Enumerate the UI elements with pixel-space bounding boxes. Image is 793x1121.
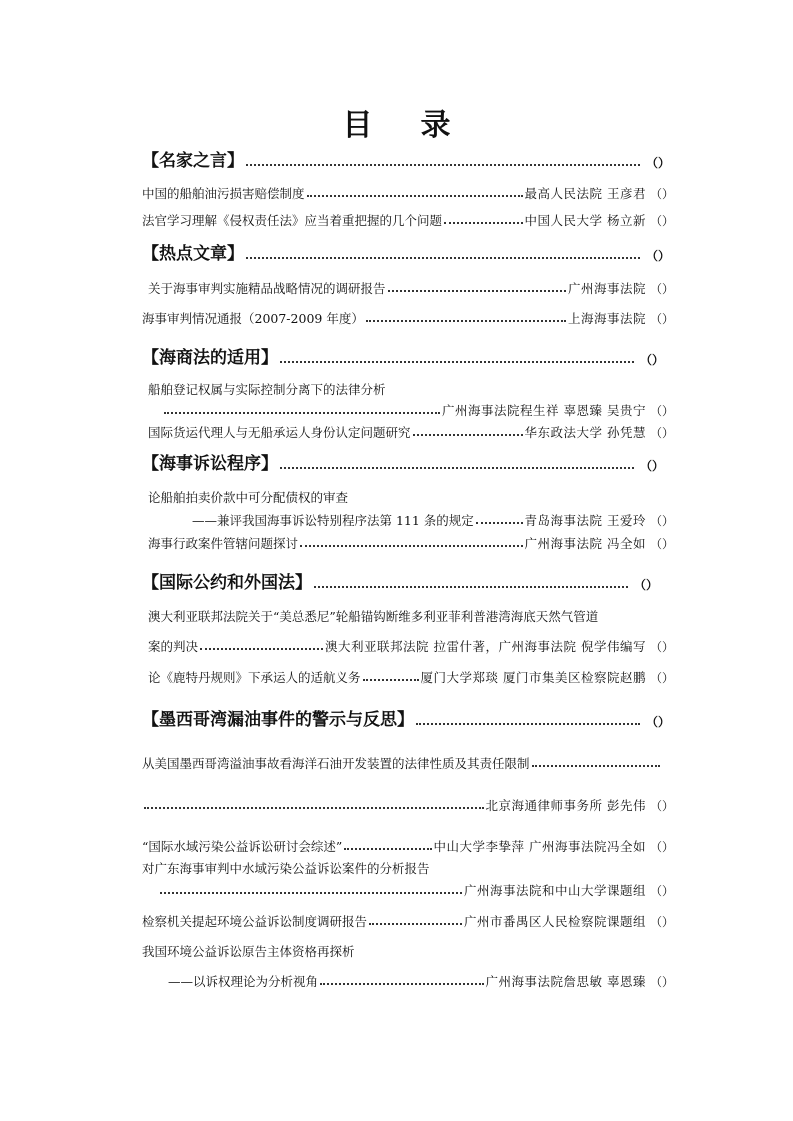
toc-entry-title-line[interactable] [148, 484, 448, 506]
page-number: （） [649, 537, 674, 551]
page-number: （） [645, 156, 670, 170]
toc-entry[interactable] [158, 877, 674, 899]
dot-leader [363, 678, 419, 681]
dot-leader [476, 521, 523, 524]
page-number: （） [649, 671, 674, 685]
section-heading-redian[interactable] [142, 238, 670, 264]
toc-entry[interactable] [142, 908, 674, 930]
dot-leader [160, 891, 462, 894]
entry-title-cont: 案的判决 [148, 639, 199, 654]
entry-title: 法官学习理解《侵权责任法》应当着重把握的几个问题 [142, 213, 443, 228]
dot-leader [416, 722, 640, 725]
section-label: 【墨西哥湾漏油事件的警示与反思】 [142, 710, 414, 730]
section-heading-guojigongyue[interactable] [142, 567, 658, 593]
entry-title: “国际水域污染公益诉讼研讨会综述” [142, 839, 343, 854]
entry-author: 广州海事法院 冯全如 [524, 536, 646, 551]
page-number: （） [649, 640, 674, 654]
entry-author: 广州海事法院 [567, 281, 646, 296]
page-number: （） [645, 715, 670, 729]
page-number: （） [649, 975, 674, 989]
dot-leader [366, 319, 566, 322]
section-label: 【国际公约和外国法】 [142, 573, 312, 593]
toc-entry[interactable] [148, 419, 674, 441]
entry-author: 广州海事法院和中山大学课题组 [463, 883, 646, 898]
entry-author: 广州海事法院詹思敏 辜恩臻 [485, 974, 646, 989]
dot-leader [320, 982, 483, 985]
entry-author: 厦门大学郑琰 厦门市集美区检察院赵鹏 [420, 670, 646, 685]
entry-title: 中国的船舶油污损害赔偿制度 [142, 186, 305, 201]
page-number: （） [633, 578, 658, 592]
toc-entry-title-line[interactable] [148, 376, 448, 398]
entry-title: 国际货运代理人与无船承运人身份认定问题研究 [148, 425, 411, 440]
section-heading-moxige[interactable] [142, 704, 670, 730]
entry-author: 最高人民法院 王彦君 [524, 186, 646, 201]
entry-author: 青岛海事法院 王爱玲 [524, 513, 646, 528]
entry-title: 澳大利亚联邦法院关于“美总悉尼”轮船锚钩断维多利亚菲利普港湾海底天然气管道 [148, 609, 599, 624]
entry-title: 船舶登记权属与实际控制分离下的法律分析 [148, 382, 386, 397]
page-number: （） [649, 214, 674, 228]
page-number: （） [649, 282, 674, 296]
toc-entry-title-line[interactable] [142, 750, 662, 772]
dot-leader [314, 585, 628, 588]
toc-entry-title-line[interactable] [142, 855, 542, 877]
toc-entry-title-line[interactable] [142, 938, 542, 960]
entry-title: 论船舶拍卖价款中可分配债权的审查 [148, 490, 349, 505]
entry-author: 北京海通律师事务所 彭先伟 [485, 798, 646, 813]
toc-entry-title-line[interactable] [148, 603, 678, 625]
entry-title: 论《鹿特丹规则》下承运人的适航义务 [148, 670, 361, 685]
dot-leader [344, 847, 431, 850]
dot-leader [246, 256, 640, 259]
toc-entry[interactable] [148, 275, 674, 297]
section-heading-haishangfa[interactable] [142, 342, 664, 368]
dot-leader [144, 806, 484, 809]
section-label: 【热点文章】 [142, 244, 244, 264]
section-label: 【海商法的适用】 [142, 348, 278, 368]
toc-entry[interactable] [142, 207, 674, 229]
page-number: （） [639, 459, 664, 473]
dot-leader [246, 163, 640, 166]
page-number: （） [649, 915, 674, 929]
section-label: 【名家之言】 [142, 151, 244, 171]
entry-author: 澳大利亚联邦法院 拉雷什著，广州海事法院 倪学伟编写 [325, 639, 646, 654]
entry-title: 关于海事审判实施精品战略情况的调研报告 [148, 281, 386, 296]
dot-leader [444, 221, 522, 224]
toc-entry[interactable] [168, 968, 674, 990]
page-number: （） [649, 514, 674, 528]
page-number: （） [649, 426, 674, 440]
entry-title: 对广东海事审判中水域污染公益诉讼案件的分析报告 [142, 861, 430, 876]
toc-entry[interactable] [142, 305, 674, 327]
entry-subtitle: ——以诉权理论为分析视角 [168, 974, 319, 989]
page-number: （） [649, 840, 674, 854]
toc-entry[interactable] [148, 530, 674, 552]
dot-leader [164, 411, 440, 414]
dot-leader [280, 466, 634, 469]
page-number: （） [639, 353, 664, 367]
entry-title: 从美国墨西哥湾溢油事故看海洋石油开发装置的法律性质及其责任限制 [142, 756, 530, 771]
toc-entry[interactable] [192, 507, 674, 529]
page-number: （） [649, 799, 674, 813]
page-number: （） [649, 312, 674, 326]
dot-leader [280, 360, 634, 363]
section-heading-mingjia[interactable] [142, 145, 670, 171]
dot-leader [200, 647, 323, 650]
page-title [0, 100, 793, 144]
entry-title: 检察机关提起环境公益诉讼制度调研报告 [142, 914, 368, 929]
title-char-2: 录 [420, 108, 451, 143]
entry-title: 海事行政案件管辖问题探讨 [148, 536, 299, 551]
section-label: 【海事诉讼程序】 [142, 454, 278, 474]
entry-title: 海事审判情况通报（2007-2009 年度） [142, 311, 364, 326]
dot-leader [532, 764, 660, 767]
toc-entry[interactable] [148, 664, 674, 686]
toc-entry[interactable] [142, 180, 674, 202]
toc-entry[interactable] [142, 833, 674, 855]
entry-title: 我国环境公益诉讼原告主体资格再探析 [142, 944, 355, 959]
entry-author: 广州海事法院程生祥 辜恩臻 吴贵宁 [442, 403, 646, 418]
entry-author: 广州市番禺区人民检察院课题组 [463, 914, 646, 929]
entry-author: 中国人民大学 杨立新 [524, 213, 646, 228]
entry-author: 华东政法大学 孙凭慧 [524, 425, 646, 440]
dot-leader [300, 544, 522, 547]
entry-author: 上海海事法院 [567, 311, 646, 326]
dot-leader [369, 922, 462, 925]
page-number: （） [649, 187, 674, 201]
dot-leader [413, 433, 523, 436]
entry-subtitle: ——兼评我国海事诉讼特别程序法第 111 条的规定 [192, 513, 474, 528]
dot-leader [307, 194, 523, 197]
dot-leader [388, 289, 566, 292]
section-heading-susong[interactable] [142, 448, 664, 474]
page-number: （） [649, 404, 674, 418]
title-char-1: 目 [342, 108, 373, 143]
toc-entry[interactable] [148, 633, 674, 655]
page-number: （） [645, 249, 670, 263]
toc-entry[interactable] [162, 397, 674, 419]
toc-entry[interactable] [142, 792, 674, 814]
page-number: （） [649, 884, 674, 898]
entry-author: 中山大学李挚萍 广州海事法院冯全如 [433, 839, 646, 854]
